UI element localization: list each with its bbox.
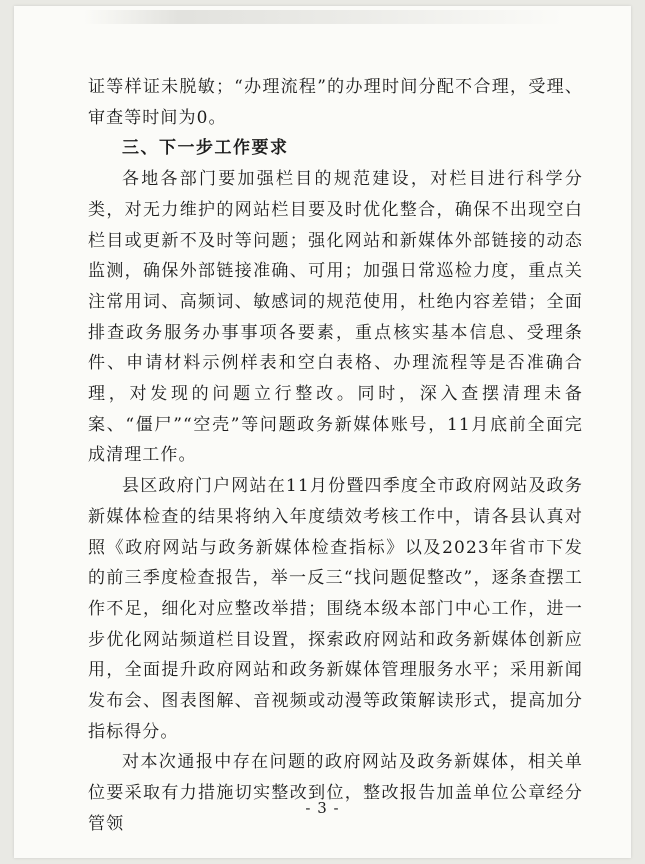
body-paragraph-3: 对本次通报中存在问题的政府网站及政务新媒体，相关单位要采取有力措施切实整改到位，整改报告加盖单位公章经分管领: [88, 752, 583, 834]
document-body: [88, 72, 583, 840]
page-number: - 3 -: [305, 799, 340, 817]
section-heading: 三、下一步工作要求: [122, 138, 289, 159]
body-paragraph-1: 各地各部门要加强栏目的规范建设，对栏目进行科学分类，对无力维护的网站栏目要及时优化整合，确保不出现空白栏目或更新不及时等问题；强化网站和新媒体外部链接的动态监测，确保外部链接准确、可用；加强日常巡检力度，重点关注常用词、高频词、敏感词的规范使用，杜绝内容差错；全面排查政务服务办事事项各要素，重点核实基本信息、受理条件、申请材料示例样表和空白表格、办理流程等是否准确合理，对发现的问题立行整改。同时，深入查摆清理未备案、“僵尸”“空壳”等问题政务新媒体账号，11月底前全面完成清理工作。: [88, 169, 583, 466]
continued-paragraph: 证等样证未脱敏；“办理流程”的办理时间分配不合理，受理、审查等时间为0。: [88, 77, 583, 128]
scan-bleed-through: [84, 10, 564, 24]
body-paragraph-2: 县区政府门户网站在11月份暨四季度全市政府网站及政务新媒体检查的结果将纳入年度绩效考核工作中，请各县认真对照《政府网站与政务新媒体检查指标》以及2023年省市下发的前三季度检查报告，举一反三“找问题促整改”，逐条查摆工作不足，细化对应整改举措；围绕本级本部门中心工作，进一步优化网站频道栏目设置，探索政府网站和政务新媒体创新应用，全面提升政府网站和政务新媒体管理服务水平；采用新闻发布会、图表图解、音视频或动漫等政策解读形式，提高加分指标得分。: [88, 476, 583, 742]
